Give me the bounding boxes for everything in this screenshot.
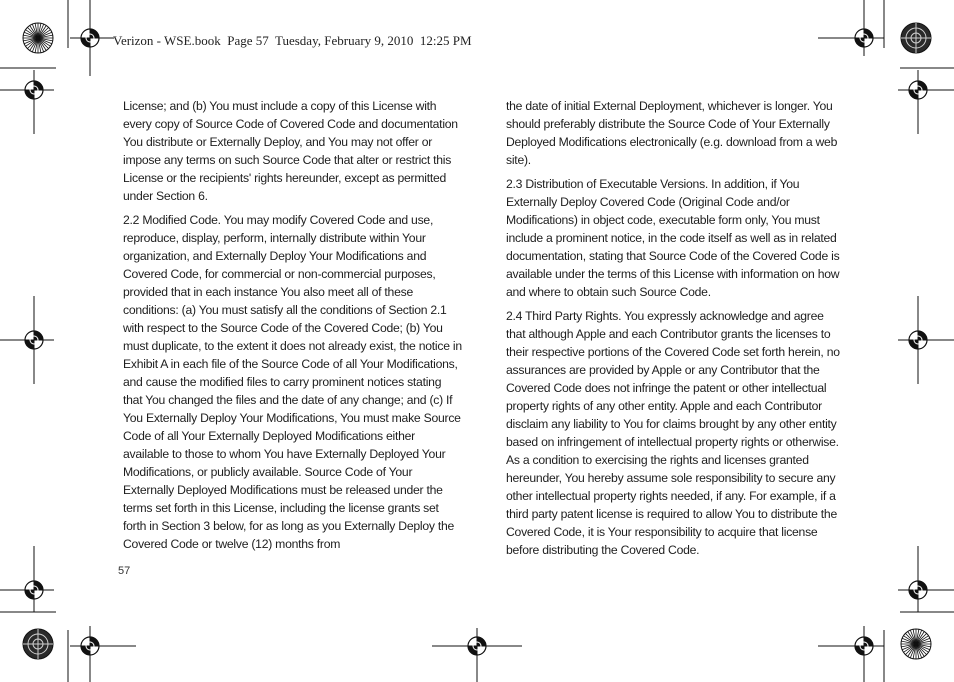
cross-disc-registration-icon [23,629,53,659]
crop-lines-bottom-left [68,626,136,682]
crop-lines-right-lower [898,546,954,612]
registration-crosshair-icon [81,637,99,655]
crop-lines-right-upper [898,70,954,134]
registration-crosshair-icon [909,331,927,349]
book-header-info: Verizon - WSE.book Page 57 Tuesday, February 9, 2010 12:25 PM [113,33,472,48]
crop-lines-left-upper [0,70,54,134]
paragraph: 2.4 Third Party Rights. You expressly acknowledge and agree that although Apple and each Contributor grants the licenses to their respective portions of the Covered Code set forth herein, no assurances are provided by Apple or any Contributor that the Covered Code does not infringe the patent or other intellectual property rights of any other entity. Apple and each Contributor disclaim any liability to You for claims brought by any other entity based on infringement of intellectual property rights or otherwise. As a condition to exercising the rights and licenses granted hereunder, You hereby assume sole responsibility to secure any other intellectual property rights needed, if any. For example, if a third party patent license is required to allow You to distribute the Covered Code, it is Your responsibility to acquire that license before distributing the Covered Code. [506,309,840,557]
page-number: 57 [118,565,131,577]
crop-lines-bottom-right [818,626,884,682]
registration-crosshair-icon [855,29,873,47]
left-text-column [123,97,463,559]
right-text-column [506,97,846,565]
crop-lines-top-right [818,0,954,68]
paragraph: 2.2 Modified Code. You may modify Covered Code and use, reproduce, display, perform, internally distribute within Your organization, and Externally Deploy Your Modifications and Covered Code, for commercial or non-commercial purposes, provided that in each instance You also meet all of these conditions: (a) You must satisfy all the conditions of Section 2.1 with respect to the Source Code of the Covered Code; (b) You must duplicate, to the extent it does not already exist, the notice in Exhibit A in each file of the Source Code of all Your Modifications, and cause the modified files to carry prominent notices stating that You changed the files and the date of any change; and (c) If You Externally Deploy Your Modifications, You must make Source Code of all Your Externally Deployed Modifications either available to those to whom You have Externally Deployed Your Modifications, or publicly available. Source Code of Your Externally Deployed Modifications must be released under the terms set forth in this License, including the license grants set forth in Section 3 below, for as long as you Externally Deploy the Covered Code or twelve (12) months from [123,213,462,551]
registration-crosshair-icon [468,637,486,655]
registration-crosshair-icon [909,581,927,599]
paragraph: License; and (b) You must include a copy of this License with every copy of Source Code of Covered Code and documentation You distribute or Externally Deploy, and You may not offer or impose any terms on such Source Code that alter or restrict this License or the recipients' rights hereunder, except as permitted under Section 6. [123,99,458,203]
starburst-registration-icon [901,629,931,659]
crop-lines-left-lower [0,546,56,612]
registration-crosshair-icon [25,81,43,99]
paragraph: the date of initial External Deployment, whichever is longer. You should preferably distribute the Source Code of Your Externally Deployed Modifications electronically (e.g. download from a web site). [506,99,838,167]
registration-crosshair-icon [81,29,99,47]
registration-crosshair-icon [909,81,927,99]
registration-crosshair-icon [25,331,43,349]
cross-disc-registration-icon [901,23,931,53]
registration-crosshair-icon [855,637,873,655]
starburst-registration-icon [23,23,53,53]
paragraph: 2.3 Distribution of Executable Versions. In addition, if You Externally Deploy Covered Code (Original Code and/or Modifications) in object code, executable form only, You must include a prominent notice, in the code itself as well as in related documentation, stating that Source Code of the Covered Code is available under the terms of this License with information on how and where to obtain such Source Code. [506,177,840,299]
registration-crosshair-icon [25,581,43,599]
